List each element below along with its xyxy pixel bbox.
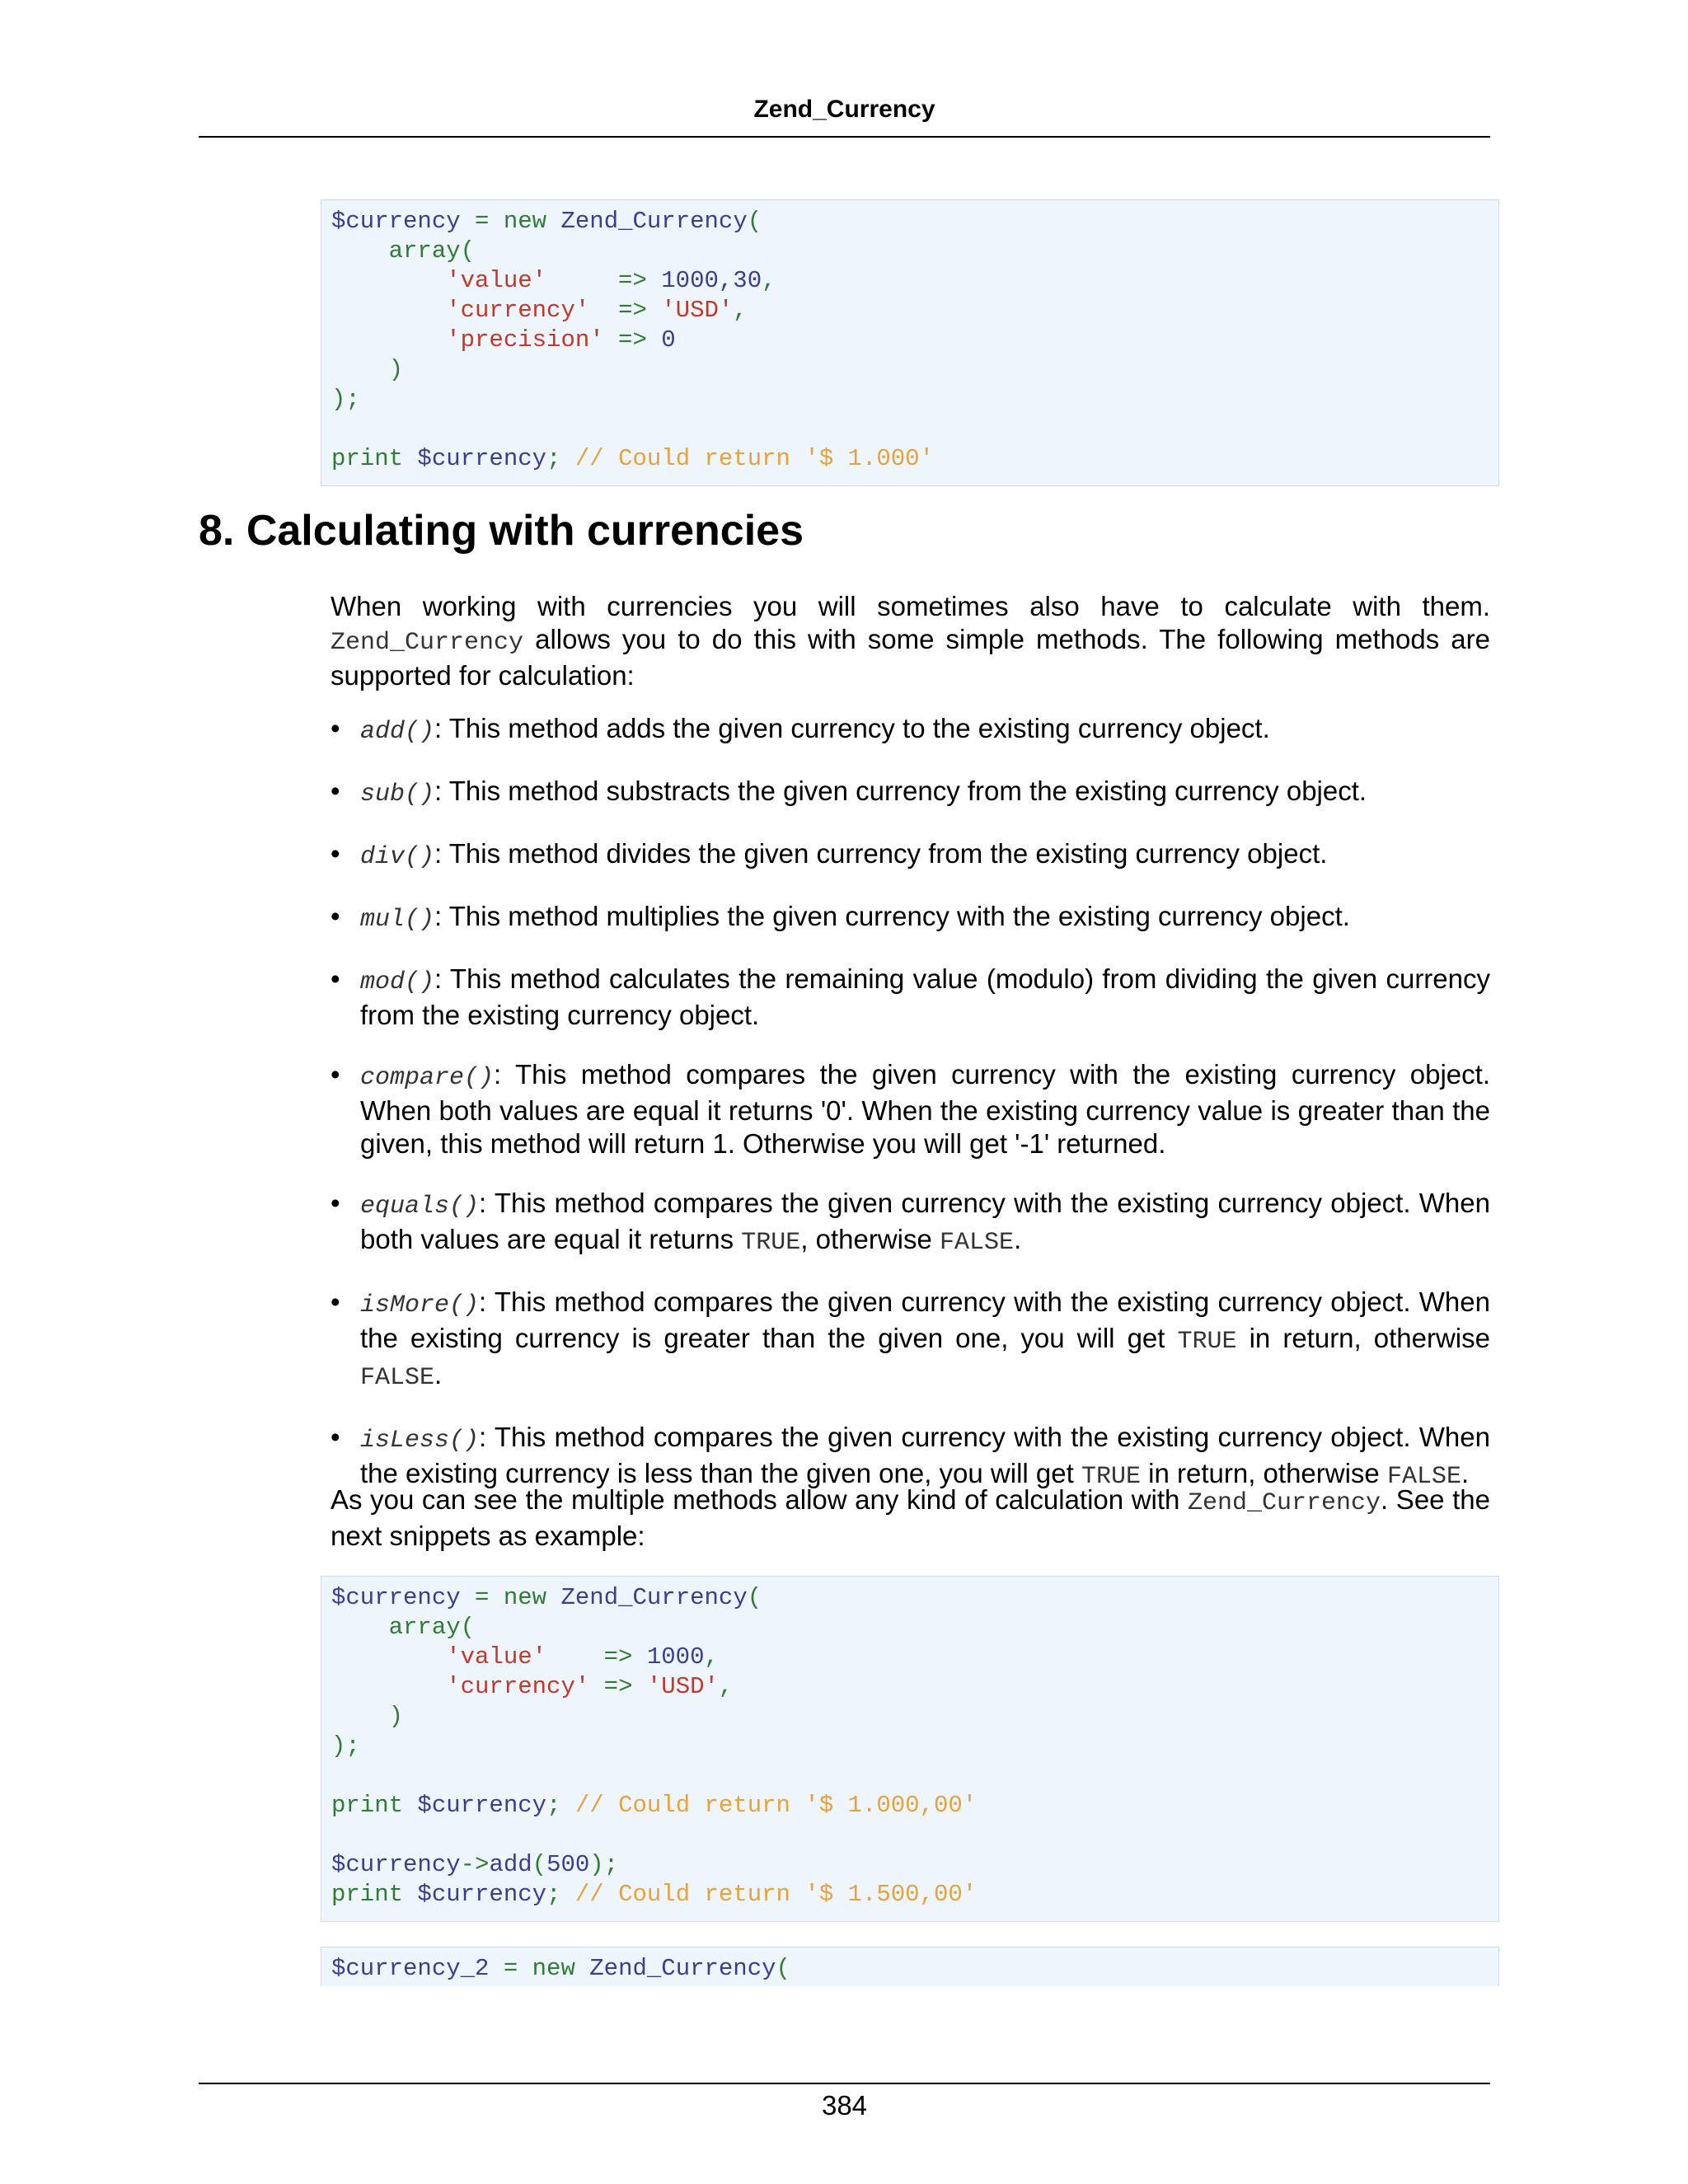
code-token: ; bbox=[546, 445, 575, 472]
code-token: $currency bbox=[417, 1792, 547, 1819]
code-token: $currency bbox=[331, 1584, 461, 1611]
code-token: $currency bbox=[417, 1881, 547, 1908]
method-description: : This method multiplies the given currency with the existing currency object. bbox=[434, 901, 1350, 931]
method-description: : This method compares the given currency with the existing currency object. When the existing currency is greater than the given one, you will get bbox=[360, 1286, 1490, 1353]
method-description-mid: , otherwise bbox=[800, 1224, 940, 1254]
bullet-icon: • bbox=[331, 1188, 340, 1218]
code-line bbox=[331, 237, 1489, 266]
intro-text-1: When working with currencies you will sometimes also have to calculate with them. bbox=[331, 591, 1490, 621]
bullet-icon: • bbox=[331, 1059, 340, 1090]
code-token: , bbox=[762, 267, 776, 294]
method-name: mul() bbox=[360, 906, 435, 934]
code-token: ( bbox=[532, 1851, 547, 1878]
method-name: add() bbox=[360, 718, 435, 746]
code-token: 1000,30 bbox=[661, 267, 762, 294]
method-item bbox=[331, 963, 1490, 1032]
code-token: print bbox=[331, 1881, 418, 1908]
code-line bbox=[331, 1732, 1489, 1761]
method-name: sub() bbox=[360, 780, 435, 808]
code-token: array( bbox=[331, 237, 476, 265]
code-token: Zend_Currency bbox=[560, 1584, 748, 1611]
code-token: Zend_Currency bbox=[589, 1955, 776, 1982]
code-token: ( bbox=[747, 1584, 762, 1611]
code-token: => bbox=[603, 326, 662, 354]
method-description: : This method adds the given currency to the existing currency object. bbox=[434, 713, 1270, 743]
code-line bbox=[331, 415, 1489, 444]
code-token: print bbox=[331, 445, 418, 472]
method-name: compare() bbox=[360, 1064, 495, 1092]
method-description: : This method divides the given currency from the existing currency object. bbox=[434, 838, 1328, 869]
code-line bbox=[331, 355, 1489, 385]
code-token: , bbox=[704, 1643, 719, 1671]
code-token: ) bbox=[331, 356, 404, 383]
method-item bbox=[331, 712, 1490, 748]
outro-paragraph bbox=[331, 1483, 1490, 1553]
code-token: 'USD' bbox=[646, 1673, 719, 1700]
code-block-1 bbox=[321, 199, 1499, 486]
method-item bbox=[331, 900, 1490, 936]
code-token: ); bbox=[331, 386, 360, 413]
code-token: 500 bbox=[546, 1851, 590, 1878]
code-token: $currency_2 bbox=[331, 1955, 490, 1982]
header-rule bbox=[199, 136, 1490, 138]
code-line bbox=[331, 1613, 1489, 1643]
constant-true: TRUE bbox=[1081, 1463, 1141, 1491]
footer-rule bbox=[199, 2083, 1490, 2084]
code-line bbox=[331, 296, 1489, 326]
constant-true: TRUE bbox=[1177, 1328, 1237, 1356]
code-token: 'value' bbox=[331, 1643, 547, 1671]
code-line bbox=[331, 1761, 1489, 1791]
intro-code: Zend_Currency bbox=[331, 629, 524, 657]
code-token: array( bbox=[331, 1614, 476, 1641]
code-token: = bbox=[460, 208, 504, 235]
code-token: ); bbox=[589, 1851, 619, 1878]
method-description: : This method compares the given currency with the existing currency object. When both values are equal it returns bbox=[360, 1188, 1490, 1254]
code-line bbox=[331, 1643, 1489, 1672]
method-name: equals() bbox=[360, 1193, 480, 1221]
code-line bbox=[331, 1791, 1489, 1821]
code-line bbox=[331, 1880, 1489, 1910]
code-token: 'currency' bbox=[331, 1673, 590, 1700]
code-token: // Could return '$ 1.000' bbox=[574, 445, 934, 472]
method-description-mid: in return, otherwise bbox=[1140, 1458, 1387, 1488]
code-token: new bbox=[503, 1584, 561, 1611]
code-line bbox=[331, 385, 1489, 415]
method-description-end: . bbox=[1461, 1458, 1470, 1488]
method-item bbox=[331, 837, 1490, 874]
code-token: 'currency' bbox=[331, 297, 590, 324]
method-name: mod() bbox=[360, 968, 435, 996]
section-heading: 8. Calculating with currencies bbox=[199, 507, 804, 555]
code-token: => bbox=[546, 267, 662, 294]
code-token: new bbox=[503, 208, 561, 235]
code-token: ); bbox=[331, 1732, 360, 1760]
code-line bbox=[331, 266, 1489, 296]
code-token: ( bbox=[776, 1955, 790, 1982]
bullet-icon: • bbox=[331, 963, 340, 994]
outro-text-1: As you can see the multiple methods allow any kind of calculation with bbox=[331, 1484, 1188, 1515]
method-description: : This method calculates the remaining value (modulo) from dividing the given currency from the existing currency object. bbox=[360, 963, 1490, 1030]
constant-true: TRUE bbox=[741, 1229, 801, 1257]
code-token: 0 bbox=[661, 326, 676, 354]
intro-text-2: allows you to do this with some simple methods. The following methods are supported for calculation: bbox=[331, 624, 1490, 691]
method-item bbox=[331, 1187, 1490, 1259]
method-item bbox=[331, 1058, 1490, 1160]
code-token: => bbox=[546, 1643, 647, 1671]
outro-text-2: . See the next snippets as example: bbox=[331, 1484, 1490, 1551]
code-line bbox=[331, 1583, 1489, 1613]
code-token: new bbox=[532, 1955, 590, 1982]
code-token: // Could return '$ 1.500,00' bbox=[574, 1881, 978, 1908]
bullet-icon: • bbox=[331, 776, 340, 806]
method-name: div() bbox=[360, 843, 435, 871]
code-line bbox=[331, 326, 1489, 355]
code-line bbox=[331, 207, 1489, 237]
bullet-icon: • bbox=[331, 1286, 340, 1317]
code-token: 'USD' bbox=[661, 297, 734, 324]
code-token: $currency bbox=[331, 1851, 461, 1878]
code-token: , bbox=[733, 297, 748, 324]
code-token: print bbox=[331, 1792, 418, 1819]
code-token: add bbox=[489, 1851, 532, 1878]
method-description-end: . bbox=[434, 1359, 443, 1390]
constant-false: FALSE bbox=[940, 1229, 1015, 1257]
constant-false: FALSE bbox=[360, 1364, 435, 1392]
method-description-mid: in return, otherwise bbox=[1236, 1323, 1490, 1353]
code-line bbox=[331, 1954, 1489, 1984]
code-token: , bbox=[718, 1673, 734, 1700]
methods-list bbox=[331, 712, 1490, 1520]
code-token: Zend_Currency bbox=[560, 208, 748, 235]
code-line bbox=[331, 1821, 1489, 1850]
method-description: : This method compares the given currency with the existing currency object. When the existing currency is less than the given one, you will get bbox=[360, 1422, 1490, 1488]
code-line bbox=[331, 1702, 1489, 1732]
method-name: isLess() bbox=[360, 1427, 480, 1455]
code-block-2 bbox=[321, 1576, 1499, 1922]
bullet-icon: • bbox=[331, 1422, 340, 1452]
code-line bbox=[331, 1850, 1489, 1880]
method-name: isMore() bbox=[360, 1291, 480, 1319]
bullet-icon: • bbox=[331, 838, 340, 869]
code-token: 'precision' bbox=[331, 326, 604, 354]
method-item bbox=[331, 1421, 1490, 1493]
code-token: ) bbox=[331, 1703, 404, 1730]
method-item bbox=[331, 775, 1490, 811]
bullet-icon: • bbox=[331, 901, 340, 931]
code-token: -> bbox=[460, 1851, 490, 1878]
code-token: ; bbox=[546, 1792, 575, 1819]
code-token: 'value' bbox=[331, 267, 547, 294]
running-header: Zend_Currency bbox=[753, 96, 935, 123]
code-token: $currency bbox=[417, 445, 547, 472]
code-token: = bbox=[460, 1584, 504, 1611]
page-number: 384 bbox=[821, 2090, 868, 2121]
code-block-3 bbox=[321, 1947, 1499, 1986]
bullet-icon: • bbox=[331, 713, 340, 743]
constant-false: FALSE bbox=[1386, 1463, 1461, 1491]
method-item bbox=[331, 1286, 1490, 1394]
code-line bbox=[331, 1672, 1489, 1702]
code-token: ; bbox=[546, 1881, 575, 1908]
code-token: // Could return '$ 1.000,00' bbox=[574, 1792, 978, 1819]
code-line bbox=[331, 444, 1489, 474]
intro-paragraph bbox=[331, 590, 1490, 692]
code-token: = bbox=[489, 1955, 532, 1982]
method-description: : This method substracts the given currency from the existing currency object. bbox=[434, 776, 1367, 806]
outro-code: Zend_Currency bbox=[1188, 1489, 1381, 1517]
code-token: 1000 bbox=[646, 1643, 705, 1671]
code-token: => bbox=[589, 1673, 647, 1700]
code-token: $currency bbox=[331, 208, 461, 235]
method-description-end: . bbox=[1014, 1224, 1022, 1254]
code-token: ( bbox=[747, 208, 762, 235]
method-description: : This method compares the given currency with the existing currency object. When both values are equal it returns '0'. When the existing currency value is greater than the given, this method will return 1. Otherwise you will get '-1' returned. bbox=[360, 1059, 1490, 1159]
code-token: => bbox=[589, 297, 662, 324]
